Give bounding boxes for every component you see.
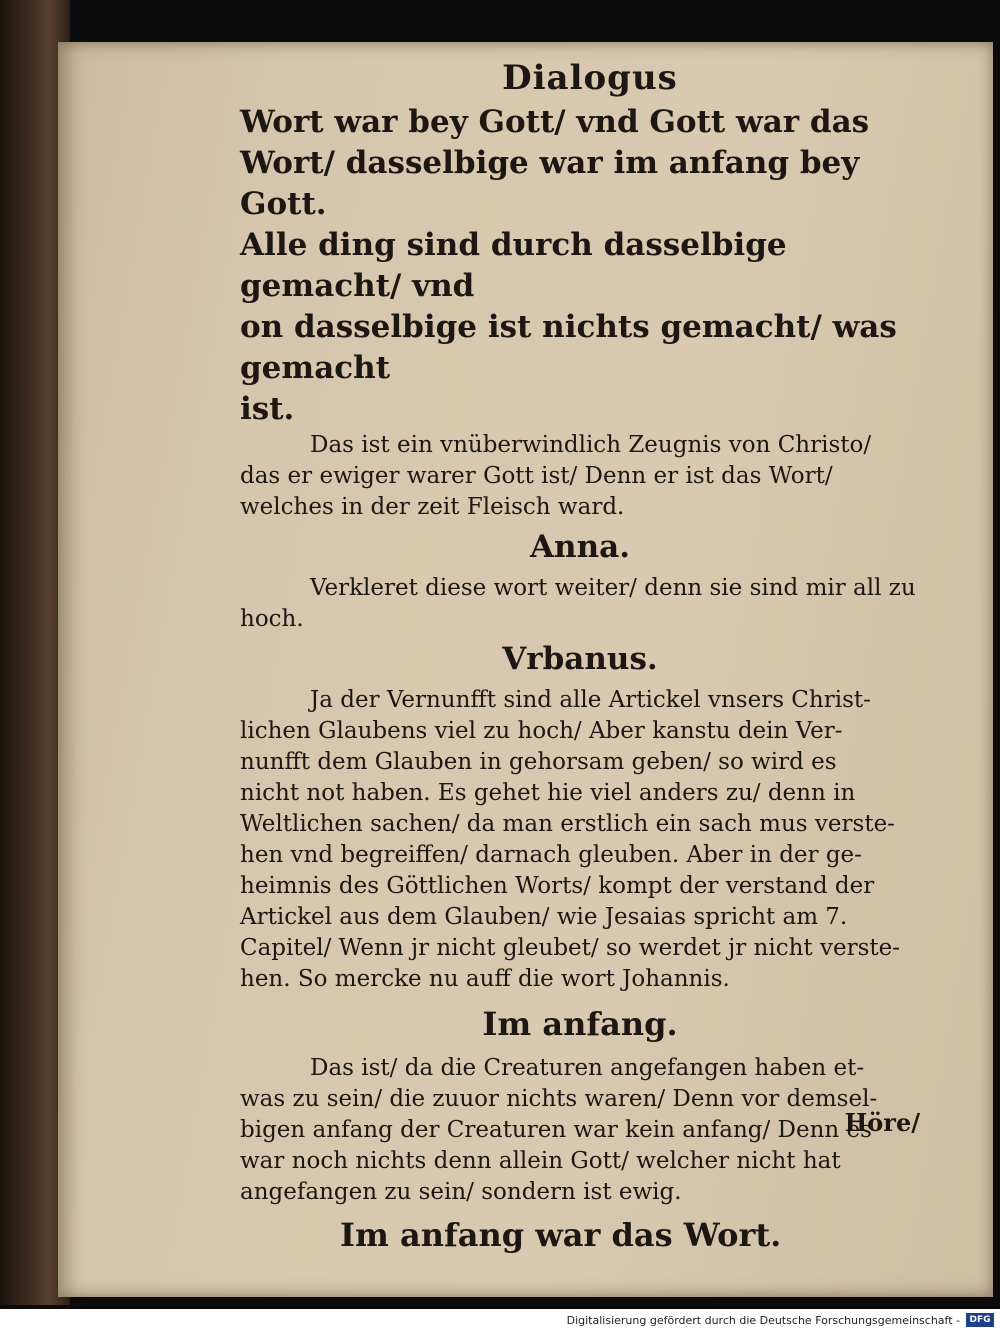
text-line: welches in der zeit Fleisch ward. — [240, 494, 625, 520]
text-line: Ja der Vernunfft sind alle Artickel vnsers Christ- — [310, 687, 871, 713]
text-line: heimnis des Göttlichen Worts/ kompt der verstand der — [240, 873, 875, 899]
text-line: bigen anfang der Creaturen war kein anfang/ Denn es — [240, 1117, 872, 1143]
speaker-urbanus: Vrbanus. — [502, 641, 658, 677]
footer-credit: Digitalisierung gefördert durch die Deutsche Forschungsgemeinschaft - — [566, 1314, 960, 1327]
text-line: Verkleret diese wort weiter/ denn sie sind mir all zu — [310, 575, 916, 601]
large-text-block — [240, 102, 920, 430]
running-header: Dialogus — [502, 58, 678, 98]
text-line: Wort war bey Gott/ vnd Gott war das — [240, 104, 870, 140]
catchword: Höre/ — [844, 1108, 920, 1137]
text-line: nicht not haben. Es gehet hie viel anders zu/ denn in — [240, 780, 856, 806]
text-line: Wort/ dasselbige war im anfang bey Gott. — [240, 145, 860, 222]
heading-wort: Im anfang war das Wort. — [340, 1216, 782, 1254]
text-line: nunfft dem Glauben in gehorsam geben/ so wird es — [240, 749, 837, 775]
paragraph-3 — [240, 685, 920, 995]
text-line: Capitel/ Wenn jr nicht gleubet/ so werdet jr nicht verste- — [240, 935, 900, 961]
text-line: was zu sein/ die zuuor nichts waren/ Denn vor demsel- — [240, 1086, 878, 1112]
footer-bar — [0, 1309, 1000, 1333]
text-line: Das ist ein vnüberwindlich Zeugnis von Christo/ — [310, 432, 872, 458]
text-line: angefangen zu sein/ sondern ist ewig. — [240, 1179, 682, 1205]
text-line: Artickel aus dem Glauben/ wie Jesaias spricht am 7. — [240, 904, 848, 930]
text-line: Alle ding sind durch dasselbige gemacht/ vnd — [240, 227, 787, 304]
page-text — [240, 58, 920, 1254]
paragraph-4 — [240, 1053, 920, 1208]
paragraph-1 — [240, 430, 920, 523]
paragraph-2 — [240, 573, 920, 635]
speaker-anna: Anna. — [529, 529, 630, 565]
text-line: Weltlichen sachen/ da man erstlich ein sach mus verste- — [240, 811, 895, 837]
text-line: lichen Glaubens viel zu hoch/ Aber kanstu dein Ver- — [240, 718, 843, 744]
text-line: hoch. — [240, 606, 304, 632]
text-line: hen vnd begreiffen/ darnach gleuben. Aber in der ge- — [240, 842, 862, 868]
text-line: hen. So mercke nu auff die wort Johannis. — [240, 966, 730, 992]
text-line: on dasselbige ist nichts gemacht/ was gemacht — [240, 309, 897, 386]
text-line: Das ist/ da die Creaturen angefangen haben et- — [310, 1055, 865, 1081]
text-line: war noch nichts denn allein Gott/ welcher nicht hat — [240, 1148, 841, 1174]
text-line: ist. — [240, 391, 295, 427]
dfg-logo: DFG — [966, 1313, 994, 1327]
heading-im-anfang: Im anfang. — [482, 1005, 678, 1043]
text-line: das er ewiger warer Gott ist/ Denn er ist das Wort/ — [240, 463, 833, 489]
